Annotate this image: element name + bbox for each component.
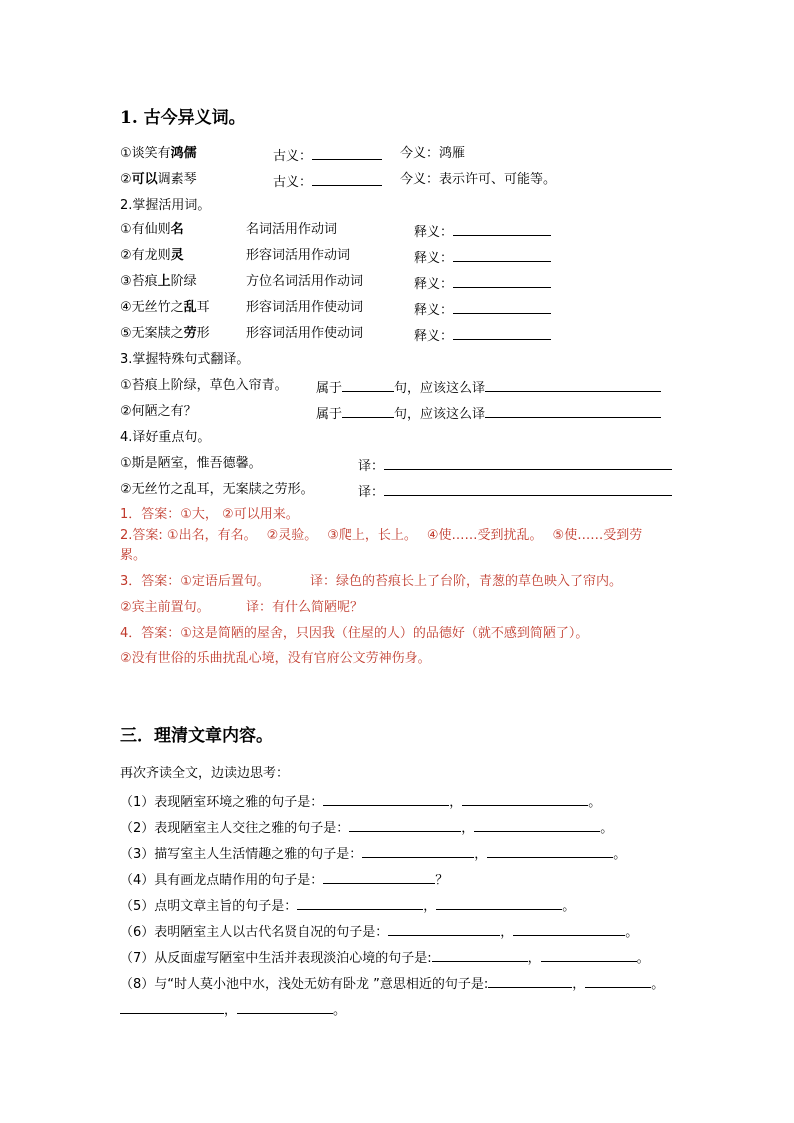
s1-row2-sentence: ②可以调素琴 <box>120 172 197 187</box>
answer-blank[interactable] <box>541 948 637 962</box>
answer-blank[interactable] <box>342 378 394 392</box>
s2-row2-shi: 释义： <box>414 248 551 267</box>
answer-blank[interactable] <box>453 300 551 314</box>
section4-title: 4.译好重点句。 <box>120 430 211 445</box>
answer-blank[interactable] <box>297 896 423 910</box>
answer-3-line1-label: 3．答案：①定语后置句。 <box>120 574 270 589</box>
answer-blank[interactable] <box>384 482 672 496</box>
part3-item-8-continued: ， 。 <box>120 1000 346 1019</box>
section3-title: 3.掌握特殊句式翻译。 <box>120 352 250 367</box>
s3-row1-sentence: ①苔痕上阶绿，草色入帘青。 <box>120 378 288 393</box>
answer-2: 2.答案: ①出名，有名。 ②灵验。 ③爬上，长上。 ④使……受到扰乱。 ⑤使……受到劳 <box>120 528 643 543</box>
s2-row1-sentence: ①有仙则名 <box>120 222 184 237</box>
s2-row2-type: 形容词活用作动词 <box>246 248 351 263</box>
answer-blank[interactable] <box>384 456 672 470</box>
part3-item-8: （8）与“时人莫小池中水，浅处无妨有卧龙 ”意思相近的句子是: ， 。 <box>120 974 664 993</box>
answer-blank[interactable] <box>474 818 600 832</box>
s1-row1-sentence: ①谈笑有鸿儒 <box>120 146 197 161</box>
answer-blank[interactable] <box>362 844 474 858</box>
answer-blank[interactable] <box>453 248 551 262</box>
answer-blank[interactable] <box>312 172 382 186</box>
s2-row2-sentence: ②有龙则灵 <box>120 248 184 263</box>
answer-blank[interactable] <box>436 896 562 910</box>
s3-row2-question: 属于 句，应该这么译 <box>316 404 661 423</box>
answer-blank[interactable] <box>513 922 625 936</box>
s4-row1-yi: 译： <box>358 456 672 475</box>
answer-blank[interactable] <box>453 326 551 340</box>
s2-row5-shi: 释义： <box>414 326 551 345</box>
answer-blank[interactable] <box>323 870 435 884</box>
part3-intro: 再次齐读全文，边读边思考： <box>120 766 290 781</box>
answer-4-line2: ②没有世俗的乐曲扰乱心境，没有官府公文劳神伤身。 <box>120 651 431 666</box>
answer-3-line2-label: ②宾主前置句。 <box>120 600 210 615</box>
answer-blank[interactable] <box>485 404 661 418</box>
answer-blank[interactable] <box>349 818 461 832</box>
s4-row1-sentence: ①斯是陋室，惟吾德馨。 <box>120 456 262 471</box>
answer-4-line1: 4．答案：①这是简陋的屋舍，只因我（住屋的人）的品德好（就不感到简陋了）。 <box>120 626 589 641</box>
s2-row3-sentence: ③苔痕上阶绿 <box>120 274 197 289</box>
s2-row5-type: 形容词活用作使动词 <box>246 326 364 341</box>
answer-blank[interactable] <box>453 222 551 236</box>
s2-row4-sentence: ④无丝竹之乱耳 <box>120 300 210 315</box>
s4-row2-sentence: ②无丝竹之乱耳，无案牍之劳形。 <box>120 482 314 497</box>
s2-row5-sentence: ⑤无案牍之劳形 <box>120 326 210 341</box>
part3-item-3: （3）描写室主人生活情趣之雅的句子是： ， 。 <box>120 844 626 863</box>
answer-blank[interactable] <box>120 1000 224 1014</box>
s2-row4-type: 形容词活用作使动词 <box>246 300 364 315</box>
s2-row3-type: 方位名词活用作动词 <box>246 274 364 289</box>
s4-row2-yi: 译： <box>358 482 672 501</box>
s3-row1-question: 属于 句，应该这么译 <box>316 378 661 397</box>
part3-item-7: （7）从反面虚写陋室中生活并表现淡泊心境的句子是: ， 。 <box>120 948 650 967</box>
s3-row2-sentence: ②何陋之有？ <box>120 404 197 419</box>
part3-title: 三．理清文章内容。 <box>120 726 273 746</box>
answer-3-line1-translation: 译：绿色的苔痕长上了台阶，青葱的草色映入了帘内。 <box>310 574 623 589</box>
answer-1: 1．答案：①大， ②可以用来。 <box>120 507 299 522</box>
part3-item-4: （4）具有画龙点睛作用的句子是： ？ <box>120 870 448 889</box>
answer-blank[interactable] <box>485 378 661 392</box>
answer-blank[interactable] <box>432 948 528 962</box>
answer-blank[interactable] <box>453 274 551 288</box>
s2-row3-shi: 释义： <box>414 274 551 293</box>
s1-row2-gu: 古义： <box>273 172 382 191</box>
answer-blank[interactable] <box>487 844 613 858</box>
s1-row1-gu: 古义： <box>273 146 382 165</box>
part3-item-6: （6）表明陋室主人以古代名贤自况的句子是： ， 。 <box>120 922 638 941</box>
answer-blank[interactable] <box>488 974 572 988</box>
part3-item-2: （2）表现陋室主人交往之雅的句子是： ， 。 <box>120 818 613 837</box>
answer-blank[interactable] <box>312 146 382 160</box>
answer-3-line2-translation: 译：有什么简陋呢？ <box>246 600 364 615</box>
answer-blank[interactable] <box>342 404 394 418</box>
s2-row1-shi: 释义： <box>414 222 551 241</box>
answer-blank[interactable] <box>237 1000 333 1014</box>
answer-blank[interactable] <box>585 974 651 988</box>
s2-row4-shi: 释义： <box>414 300 551 319</box>
part3-item-1: （1）表现陋室环境之雅的句子是： ， 。 <box>120 792 601 811</box>
answer-blank[interactable] <box>462 792 588 806</box>
section2-title: 2.掌握活用词。 <box>120 198 211 213</box>
answer-blank[interactable] <box>323 792 449 806</box>
s2-row1-type: 名词活用作动词 <box>246 222 338 237</box>
answer-2-continued: 累。 <box>120 548 147 563</box>
s1-row2-jin: 今义：表示许可、可能等。 <box>400 172 557 187</box>
section1-title: 1. 古今异义词。 <box>120 108 246 128</box>
answer-blank[interactable] <box>388 922 500 936</box>
s1-row1-jin: 今义：鸿雁 <box>400 146 466 161</box>
part3-item-5: （5）点明文章主旨的句子是： ， 。 <box>120 896 575 915</box>
